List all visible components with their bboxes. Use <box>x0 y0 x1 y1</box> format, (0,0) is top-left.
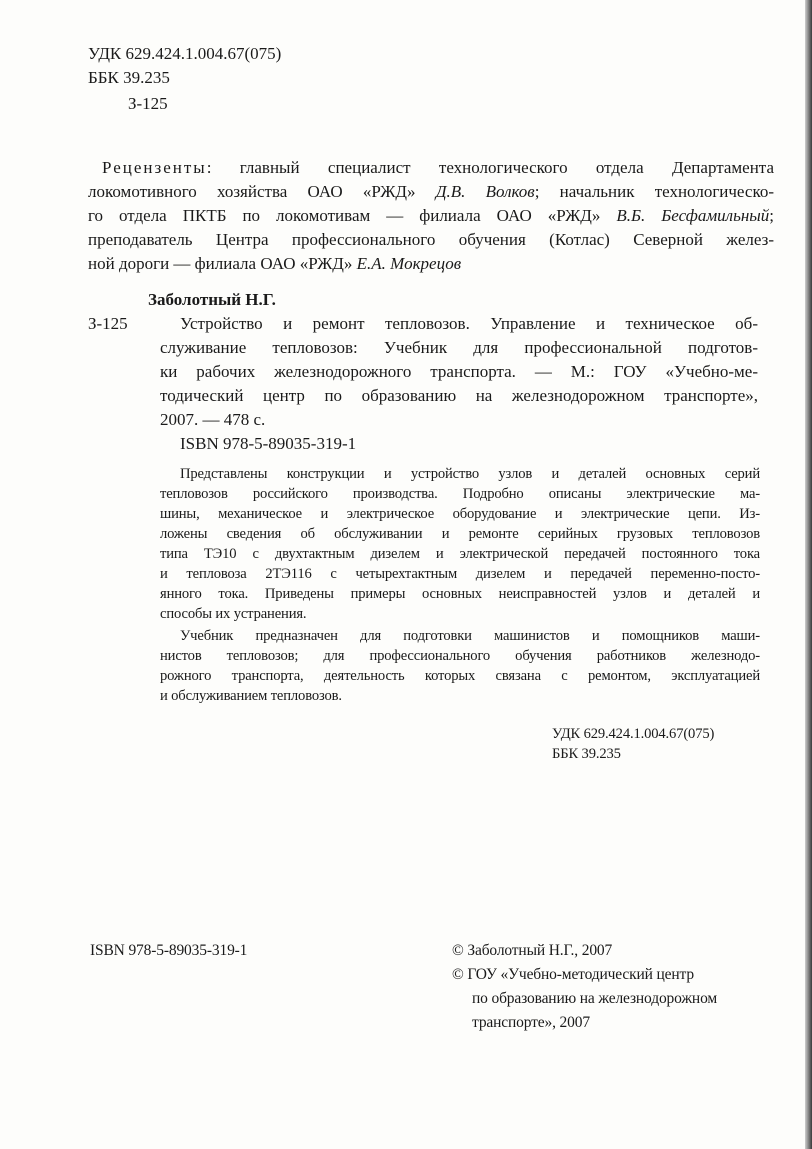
reviewers-label: Рецензенты <box>102 158 207 177</box>
abstract-line: Представлены конструкции и устройство узлов и деталей основных серий <box>180 466 760 482</box>
reviewers-text: локомотивного хозяйства ОАО «РЖД» <box>88 182 436 201</box>
entry-author: Заболотный Н.Г. <box>148 290 276 309</box>
reviewers-text: ной дороги — филиала ОАО «РЖД» <box>88 254 357 273</box>
abstract-line: рожного транспорта, деятельность которых связана с ремонтом, эксплуатацией <box>160 668 760 684</box>
abstract-line: типа ТЭ10 с двухтактным дизелем и электрической передачей постоянного тока <box>160 546 760 562</box>
entry-line: 2007. — 478 с. <box>160 410 266 429</box>
copyright-line: транспорте», 2007 <box>472 1014 590 1031</box>
copyright-line: © ГОУ «Учебно-методический центр <box>452 966 694 983</box>
reviewers-text: ; <box>769 206 774 225</box>
reviewers-text: преподаватель Центра профессионального обучения (Котлас) Северной желез- <box>88 230 774 249</box>
abstract-line: способы их устранения. <box>160 606 307 622</box>
entry-line: тодический центр по образованию на железнодорожном транспорте», <box>160 386 758 405</box>
header-udk: УДК 629.424.1.004.67(075) <box>88 44 282 63</box>
footer-isbn: ISBN 978-5-89035-319-1 <box>90 942 248 959</box>
scan-edge <box>805 0 812 1149</box>
reviewers-text: ; начальник технологическо- <box>534 182 775 201</box>
classification-bbk: ББК 39.235 <box>552 746 621 762</box>
reviewer-name: Д.В. Волков <box>435 182 535 201</box>
abstract-line: нистов тепловозов; для профессионального обучения работников железнодо- <box>160 648 760 664</box>
abstract-line: ложены сведения об обслуживании и ремонте серийных грузовых тепловозов <box>160 526 760 542</box>
copyright-line: © Заболотный Н.Г., 2007 <box>452 942 613 959</box>
header-bbk: ББК 39.235 <box>88 68 170 87</box>
reviewer-name: Е.А. Мокрецов <box>356 254 462 273</box>
entry-isbn: ISBN 978-5-89035-319-1 <box>180 434 357 453</box>
abstract-line: янного тока. Приведены примеры основных неисправностей узлов и деталей и <box>160 586 760 602</box>
entry-code: З-125 <box>88 314 128 333</box>
entry-line: ки рабочих железнодорожного транспорта. — М.: ГОУ «Учебно-ме- <box>160 362 758 381</box>
classification-udk: УДК 629.424.1.004.67(075) <box>552 726 715 742</box>
abstract-line: Учебник предназначен для подготовки машинистов и помощников маши- <box>180 628 760 644</box>
reviewer-name: В.Б. Бесфамильный <box>616 206 770 225</box>
copyright-line: по образованию на железнодорожном <box>472 990 718 1007</box>
abstract-line: и тепловоза 2ТЭ116 с четырехтактным дизелем и передачей переменно-посто- <box>160 566 760 582</box>
abstract-line: шины, механическое и электрическое оборудование и электрические цепи. Из- <box>160 506 760 522</box>
abstract-line: тепловозов российского производства. Подробно описаны электрические ма- <box>160 486 760 502</box>
abstract-line: и обслуживанием тепловозов. <box>160 688 342 704</box>
entry-line: служивание тепловозов: Учебник для профессиональной подготов- <box>160 338 758 357</box>
reviewers-text: го отдела ПКТБ по локомотивам — филиала ОАО «РЖД» <box>88 206 617 225</box>
entry-line: Устройство и ремонт тепловозов. Управление и техническое об- <box>180 314 758 333</box>
header-code: З-125 <box>128 94 168 113</box>
reviewers-text: : главный специалист технологического отдела Департамента <box>206 158 774 177</box>
